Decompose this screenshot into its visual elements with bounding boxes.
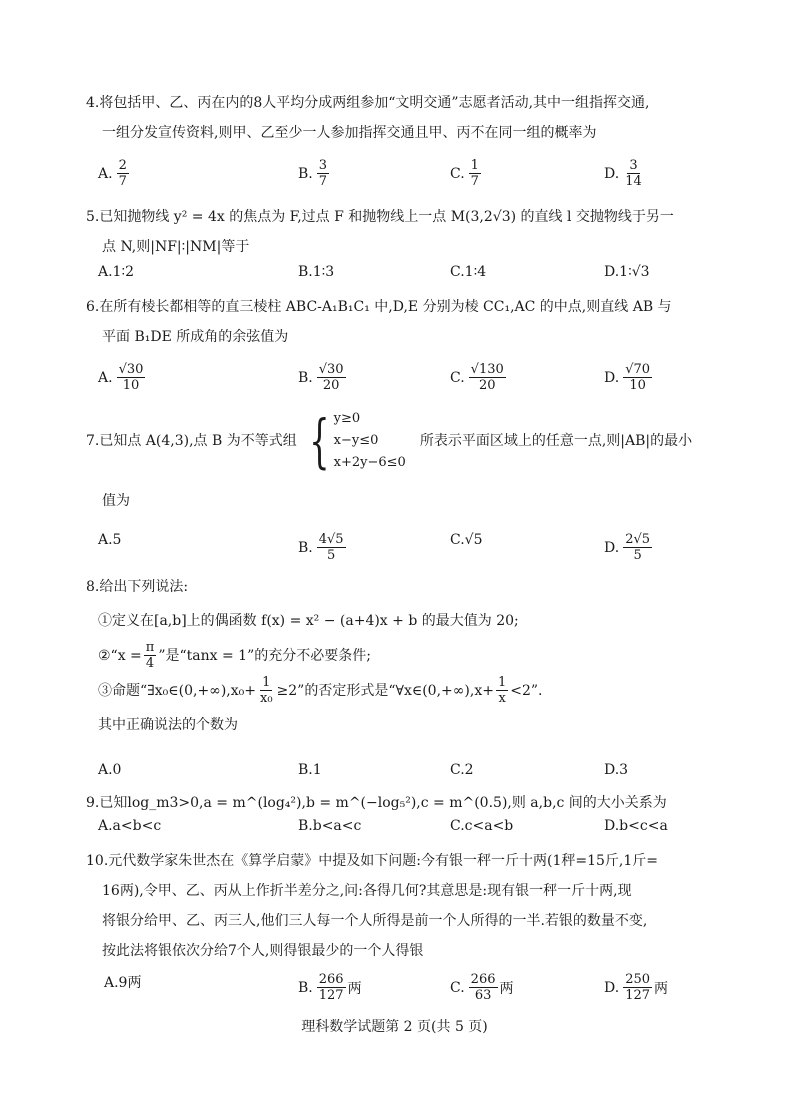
q5-line1: 5.已知抛物线 y² = 4x 的焦点为 F,过点 F 和抛物线上一点 M(3,2√3) 的直线 l 交抛物线于另一 [86,209,674,225]
q6-line1: 6.在所有棱长都相等的直三棱柱 ABC-A₁B₁C₁ 中,D,E 分别为棱 CC₁,AC 的中点,则直线 AB 与 [86,299,672,315]
q7-option-c: C.√5 [450,532,483,548]
q4-option-d: D. $\frac{3}{14}$ [604,158,642,189]
q6-option-d: D. $\frac{√70}{10}$ [604,362,651,393]
question-4 [86,88,726,148]
q10-line2: 16两),令甲、乙、丙从上作折半差分之,问:各得几何?其意思是:现有银一秤一斤十两,现 [102,883,632,899]
q9-options [98,818,698,848]
q8-line-last: 其中正确说法的个数为 [98,717,238,733]
q8-statement-2: ②“x = $\frac{\pi}{4}$ ”是“tanx = 1”的充分不必要条件; [98,640,371,671]
q9-option-c: C.c<a<b [450,818,514,834]
q7-line2: 值为 [102,493,130,509]
q7-options [98,532,698,562]
q7-option-d: D. $\frac{2√5}{5}$ [604,532,651,563]
q5-option-a: A.1∶2 [98,264,135,280]
q9-line1: 9.已知log_m3>0,a = m^(log₄²),b = m^(−log₅²),c = m^(0.5),则 a,b,c 间的大小关系为 [86,795,667,811]
q10-line3: 将银分给甲、乙、丙三人,他们三人每一个人所得是前一个人所得的一半.若银的数量不变, [102,913,648,929]
question-5 [86,202,726,262]
q10-option-d: D. $\frac{250}{127}$ 两 [604,972,669,1003]
inequality-system [301,408,406,474]
q4-options [98,158,698,188]
q8-option-a: A.0 [98,762,122,778]
q6-line2: 平面 B₁DE 所成角的余弦值为 [102,329,289,345]
q10-option-c: C. $\frac{266}{63}$ 两 [450,972,514,1003]
question-7 [86,408,726,516]
question-9 [86,788,726,818]
inequality-3: x+2y−6≤0 [333,455,406,470]
q5-line2: 点 N,则|NF|∶|NM|等于 [102,239,250,255]
question-6 [86,292,726,352]
question-8 [86,572,726,740]
q9-option-a: A.a<b<c [98,818,162,834]
q4-line1: 4.将包括甲、乙、丙在内的8人平均分成两组参加“文明交通”志愿者活动,其中一组指挥交通, [86,95,650,111]
q9-option-b: B.b<a<c [298,818,362,834]
q7-option-a: A.5 [98,532,122,548]
q4-option-a: A. $\frac{2}{7}$ [98,158,127,189]
question-10 [86,846,726,966]
q7-prefix: 7.已知点 A(4,3),点 B 为不等式组 [86,433,297,449]
inequality-1: y≥0 [333,411,361,426]
brace-icon: { [309,407,330,475]
q5-option-d: D.1∶√3 [604,264,650,280]
q10-line1: 10.元代数学家朱世杰在《算学启蒙》中提及如下问题:今有银一秤一斤十两(1秤=15斤,1斤= [86,853,658,869]
q8-option-c: C.2 [450,762,474,778]
page-footer: 理科数学试题第 2 页(共 5 页) [301,1019,488,1035]
q10-options [98,972,698,1002]
q10-line4: 按此法将银依次分给7个人,则得银最少的一个人得银 [102,943,424,959]
q5-options [98,264,698,294]
q8-statement-1: ①定义在[a,b]上的偶函数 f(x) = x² − (a+4)x + b 的最大值为 20; [98,613,519,629]
q4-option-b: B. $\frac{3}{7}$ [298,158,328,189]
q10-option-b: B. $\frac{266}{127}$ 两 [298,972,362,1003]
q7-suffix: 所表示平面区域上的任意一点,则|AB|的最小 [419,433,693,449]
q6-option-c: C. $\frac{√130}{20}$ [450,362,504,393]
q8-line1: 8.给出下列说法: [86,579,189,595]
q8-option-b: B.1 [298,762,322,778]
inequality-2: x−y≤0 [333,433,379,448]
q4-line2: 一组分发宣传资料,则甲、乙至少一人参加指挥交通且甲、丙不在同一组的概率为 [102,125,597,141]
q8-option-d: D.3 [604,762,629,778]
q4-option-c: C. $\frac{1}{7}$ [450,158,479,189]
q6-options [98,362,698,392]
q9-option-d: D.b<c<a [604,818,668,834]
q6-option-b: B. $\frac{√30}{20}$ [298,362,344,393]
q6-option-a: A. $\frac{√30}{10}$ [98,362,144,393]
q5-option-b: B.1∶3 [298,264,335,280]
q10-option-a: A.9两 [104,975,142,991]
q5-option-c: C.1∶4 [450,264,487,280]
q8-statement-3: ③命题“∃x₀∈(0,+∞),x₀+ $\frac{1}{\text{x₀}}$ ≥2”的否定形式是“∀x∈(0,+∞),x+ $\frac{1}{x}$ <2”. [98,675,543,706]
q7-option-b: B. $\frac{4√5}{5}$ [298,532,344,563]
